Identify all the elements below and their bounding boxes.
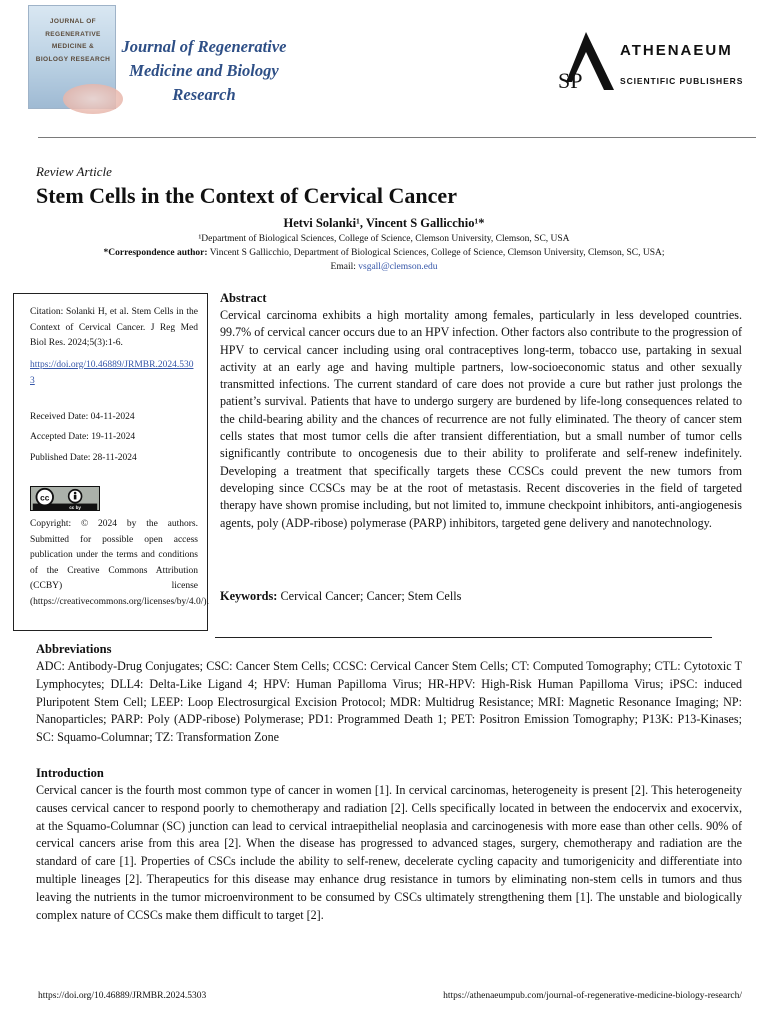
abbreviations-heading: Abbreviations [36, 642, 112, 656]
svg-text:cc: cc [40, 493, 50, 503]
abstract-text: Cervical carcinoma exhibits a high mortality among females, particularly in less developed countries. 99.7% of cervical cancer occurs due to an HPV infection. Other factors also contribute to the progression of HPV to cervical cancer including using oral contraceptives long-term, tobacco use, partaking in sexual activity at an early age and having multiple partners, low-socioeconomic status and other sexually transmitted infections. The current standard of care does not provide a cure but rather just prolongs the patient’s survival. Patients that have to undergo surgery are burdened by life-long consequences related to the child-bearing ability and the chances of recurrence are not fully eliminated. The theory of cancer stem cells states that most tumor cells die after transient differentiation, but a small number of tumor cells significantly contribute to oncogenesis due to their ability to proliferate and self-renew indefinitely. Developing a treatment that specifically targets these CCSCs could prevent the new tumors from developing since CCSCs may be at the root of metastasis. Recent discoveries in the field of targeted therapy have shown promise including, but not limited to, immune checkpoint inhibitors, anti-angiogenesis agents, poly (ADP-ribose) polymerase (PARP) inhibitors, targeted gene delivery and nanotechnology. [220, 308, 742, 530]
published-date: Published Date: 28-11-2024 [30, 453, 137, 463]
article-title: Stem Cells in the Context of Cervical Cancer [36, 183, 457, 208]
publisher-subtitle: SCIENTIFIC PUBLISHERS [620, 76, 744, 86]
keywords-label: Keywords: [220, 589, 278, 603]
journal-title-line-3: Research [172, 85, 236, 104]
publisher-name: ATHENAEUM [620, 42, 733, 59]
license-badge-text: cc by [69, 505, 81, 511]
authors: Hetvi Solanki¹, Vincent S Gallicchio¹* [283, 216, 485, 230]
correspondence [0, 248, 768, 258]
keywords [220, 589, 461, 604]
petri-dish-graphic [63, 84, 123, 114]
section-divider [215, 637, 712, 638]
article-type: Review Article [36, 164, 112, 179]
email-link[interactable]: vsgall@clemson.edu [358, 262, 438, 272]
cover-text: JOURNAL OF REGENERATIVE MEDICINE & BIOLOGY RESEARCH [35, 18, 111, 63]
received-date: Received Date: 04-11-2024 [30, 412, 135, 422]
correspondence-text: Vincent S Gallicchio, Department of Biological Sciences, College of Science, Clemson University, Clemson, SC, USA; [207, 248, 665, 258]
introduction-text: Cervical cancer is the fourth most common type of cancer in women [1]. In cervical carcinomas, heterogeneity is present [2]. This heterogeneity causes cervical cancer to respond poorly to chemotherapy and radiation [2]. Cells specifically located in between the endocervix and exocervix, at the Squamo-Columnar (SC) junction can lead to cervical intraepithelial neoplasia and carcinogenesis with more ease than other cells. 90% of cervical cancers arise from this area [2]. When the disease has progressed to advanced stages, surgery, chemotherapy and radiation are the standard of care [1]. Properties of CSCs include the ability to self-renew, decelerate cycling capacity and tumorigenicity and differentiate into multiple lineages [2]. Therapeutics for this disease may enhance drug resistance in tumors by eliminating non-stem cells in tumors and thus leaving the nutrients in the tumor microenvironment to be consumed by CSCs ultimately strengthening them [1]. The unstable and biologically complex nature of CCSCs make them difficult to target [2]. [36, 783, 742, 922]
footer-doi[interactable]: https://doi.org/10.46889/JRMBR.2024.5303 [38, 991, 207, 1001]
journal-title [120, 35, 288, 107]
journal-title-line-2: Medicine and Biology [129, 61, 279, 80]
athenaeum-logo-icon [556, 30, 616, 92]
abbreviations-text: ADC: Antibody-Drug Conjugates; CSC: Cancer Stem Cells; CCSC: Cervical Cancer Stem Cells; CT: Computed Tomography; CTL: Cytotoxic T Lymphocytes; DLL4: Delta-Like Ligand 4; HPV: Human Papilloma Virus; HR-HPV: High-Risk Human Papilloma Virus; iPSC: induced Pluripotent Stem Cell; LEEP: Loop Electrosurgical Excision Protocol; MDR: Multidrug Resistance; MRI: Magnetic Resonance Imaging; NP: Nanoparticles; PARP: Poly (ADP-ribose) Polymerase; PD1: Programmed Death 1; PET: Positron Emission Tomography; P13K: P13-Kinases; SC: Squamo-Columnar; TZ: Transformation Zone [36, 659, 742, 745]
doi-link[interactable]: https://doi.org/10.46889/JRMBR.2024.5303 [30, 360, 194, 386]
header-divider [38, 137, 756, 138]
affiliation: ¹Department of Biological Sciences, College of Science, Clemson University, Clemson, SC, USA [198, 234, 570, 244]
footer-url[interactable]: https://athenaeumpub.com/journal-of-regenerative-medicine-biology-research/ [443, 991, 742, 1001]
citation: Citation: Solanki H, et al. Stem Cells in the Context of Cervical Cancer. J Reg Med Biol Res. 2024;5(3):1-6. [30, 307, 198, 348]
email-label: Email: [330, 262, 359, 272]
journal-cover-image [28, 5, 116, 109]
introduction-heading: Introduction [36, 766, 104, 780]
correspondence-label: *Correspondence author: [103, 248, 208, 258]
copyright: Copyright: © 2024 by the authors. Submitted for possible open access publication under the terms and conditions of the Creative Commons Attribution (CCBY) license (https://creativecommons.org/licenses/by/4.0/). [30, 519, 209, 607]
logo-letters: SP [558, 68, 583, 92]
cc-by-license-icon[interactable] [30, 486, 100, 511]
abstract-heading: Abstract [220, 291, 267, 305]
email-line [0, 262, 768, 272]
accepted-date: Accepted Date: 19-11-2024 [30, 432, 136, 442]
journal-title-line-1: Journal of Regenerative [121, 37, 287, 56]
keywords-text: Cervical Cancer; Cancer; Stem Cells [277, 589, 462, 603]
